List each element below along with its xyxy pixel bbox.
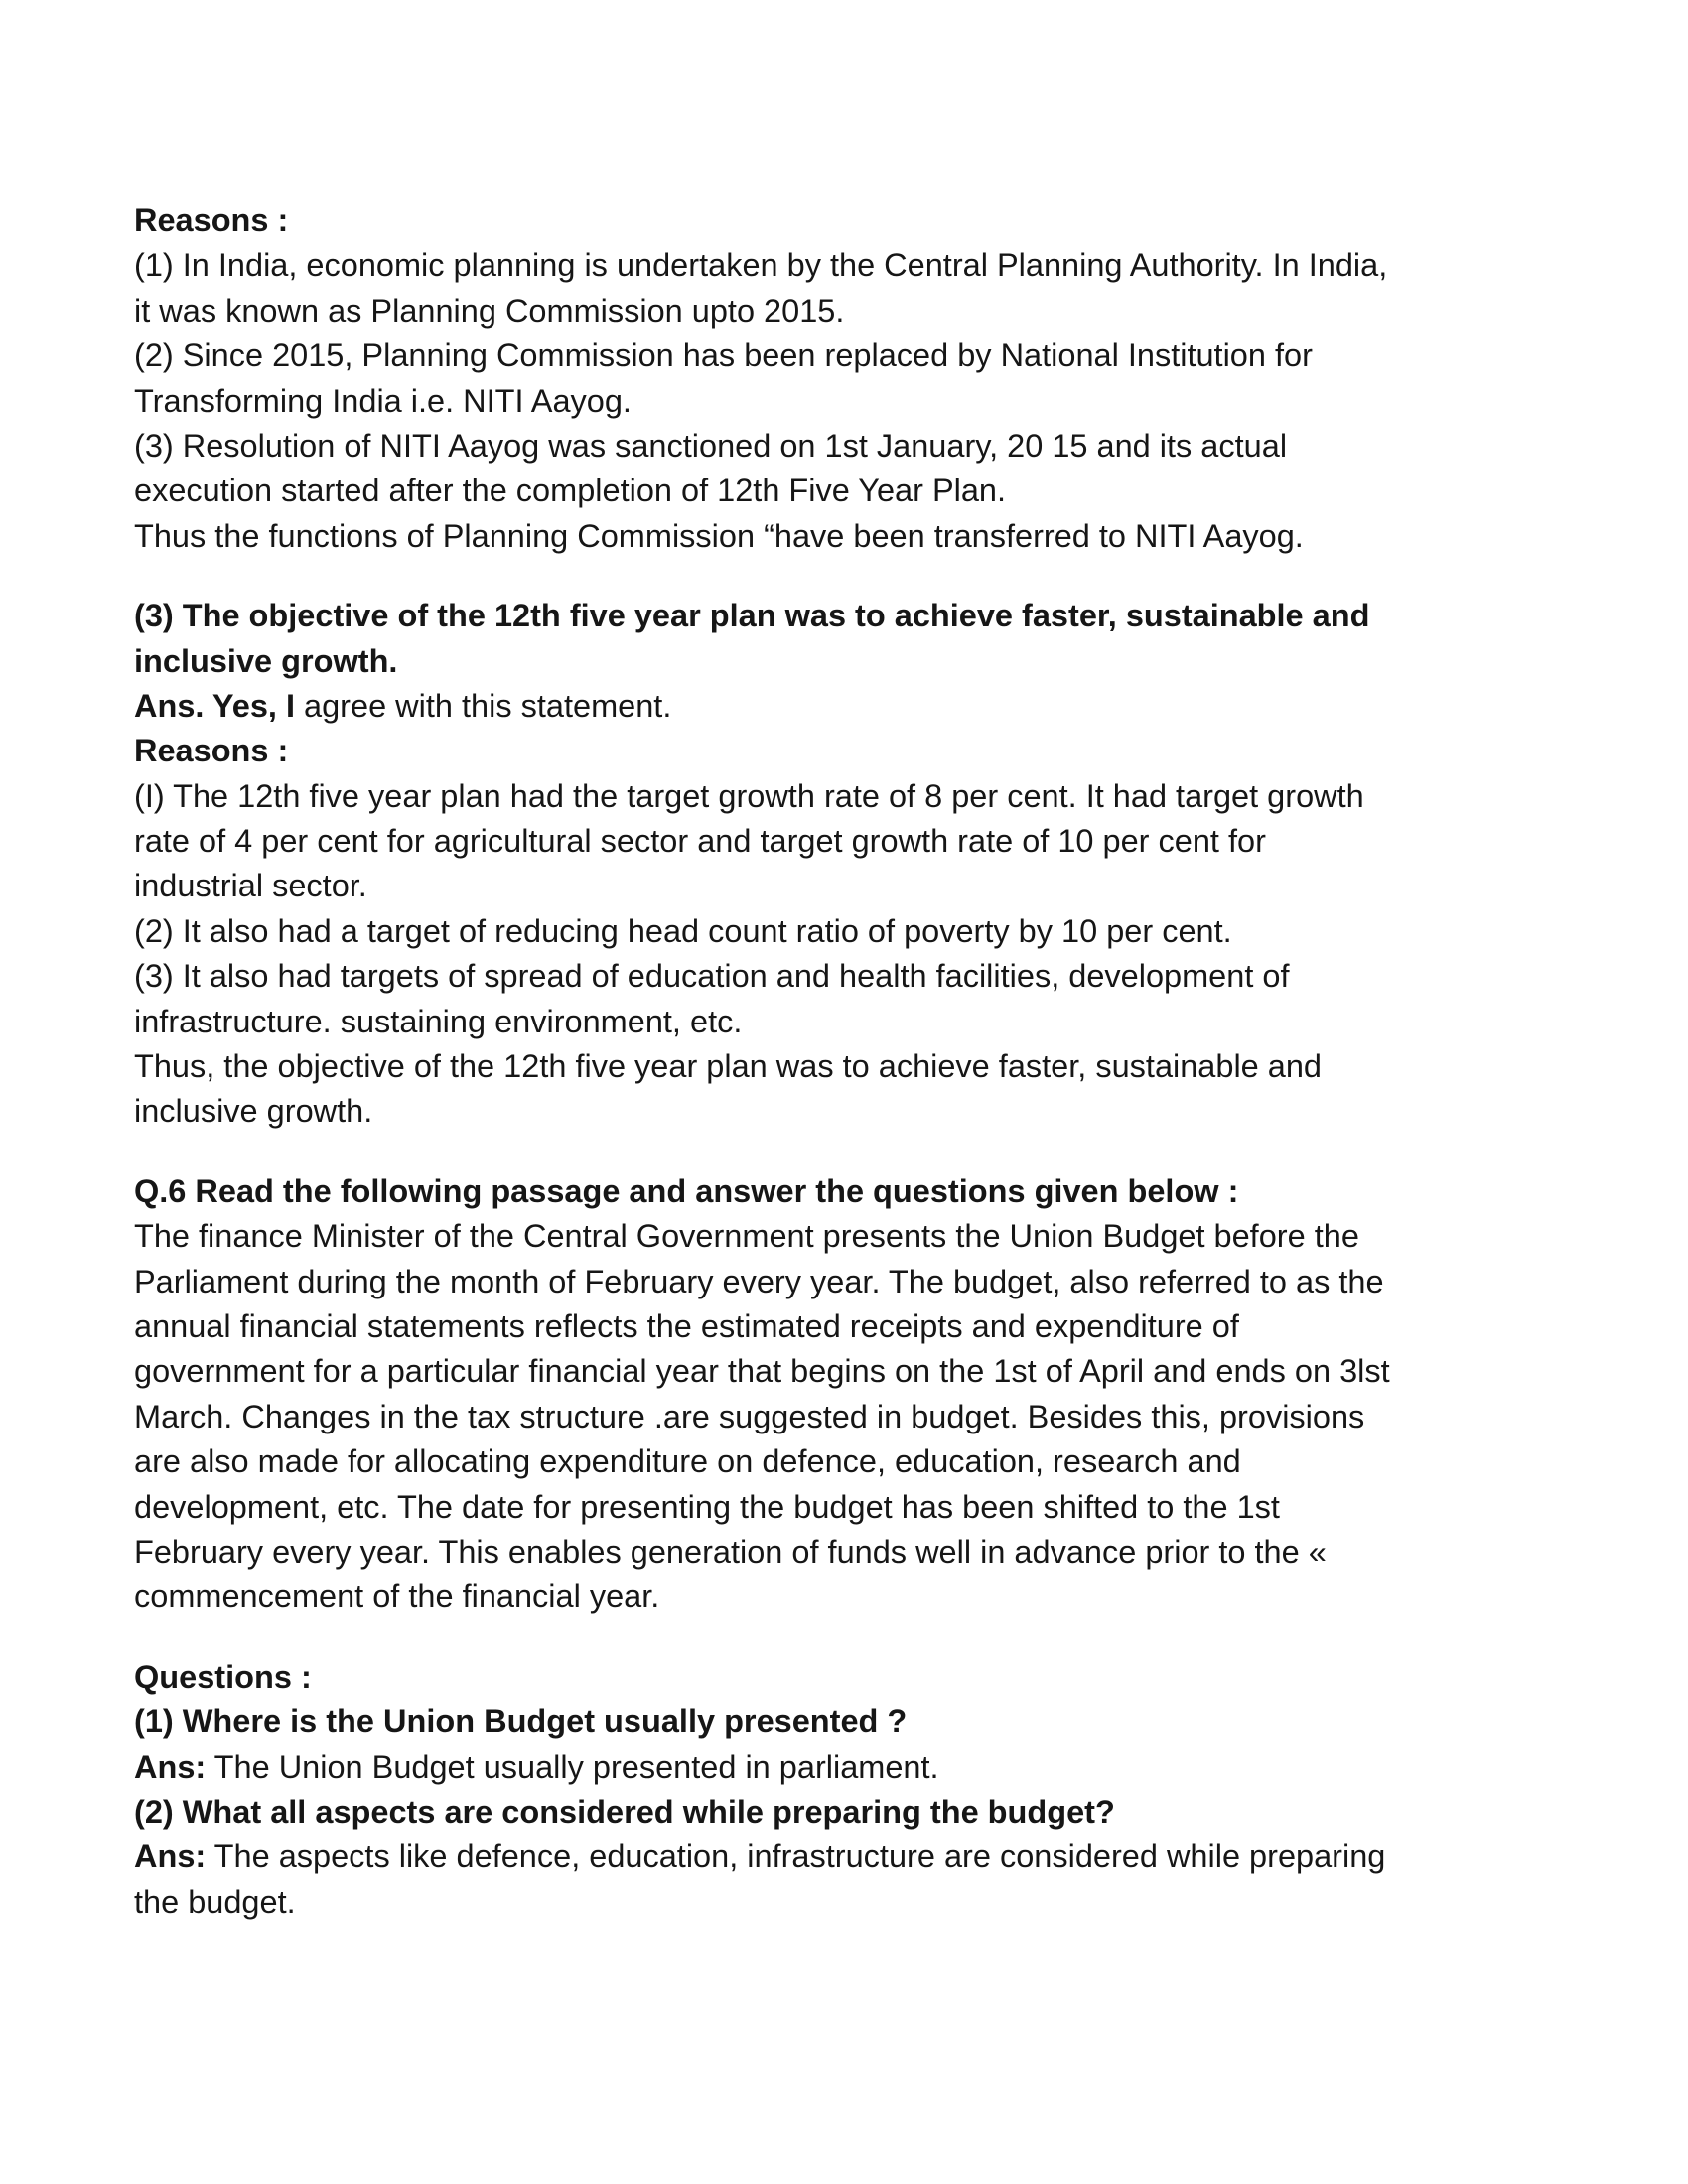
reason-line: (3) Resolution of NITI Aayog was sanctioned on 1st January, 20 15 and its actual bbox=[134, 427, 1288, 464]
passage-line: government for a particular financial year that begins on the 1st of April and ends on 3lst bbox=[134, 1353, 1390, 1390]
answer-2-continued: the budget. bbox=[134, 1883, 296, 1920]
reasons-section bbox=[134, 199, 1564, 559]
passage-line: February every year. This enables generation of funds well in advance prior to the « bbox=[134, 1533, 1327, 1570]
document-body bbox=[134, 199, 1564, 1925]
reason-line: (I) The 12th five year plan had the target growth rate of 8 per cent. It had target growth bbox=[134, 777, 1364, 814]
reason-line: rate of 4 per cent for agricultural sector and target growth rate of 10 per cent for bbox=[134, 823, 1266, 860]
answer-label: Ans: bbox=[134, 1839, 207, 1875]
statement-answer bbox=[134, 684, 1564, 729]
passage-line: commencement of the financial year. bbox=[134, 1578, 660, 1615]
reason-line: (2) It also had a target of reducing head count ratio of poverty by 10 per cent. bbox=[134, 912, 1232, 949]
passage-section bbox=[134, 1169, 1564, 1620]
statement-section bbox=[134, 594, 1564, 1135]
questions-section bbox=[134, 1655, 1564, 1925]
statement-question: inclusive growth. bbox=[134, 642, 398, 679]
reason-line: Transforming India i.e. NITI Aayog. bbox=[134, 382, 632, 419]
passage-line: are also made for allocating expenditure on defence, education, research and bbox=[134, 1443, 1241, 1480]
answer-label: Ans. Yes, I bbox=[134, 687, 295, 724]
passage-line: March. Changes in the tax structure .are suggested in budget. Besides this, provisions bbox=[134, 1398, 1365, 1434]
passage-line: development, etc. The date for presenting the budget has been shifted to the 1st bbox=[134, 1488, 1280, 1525]
reason-conclusion: Thus, the objective of the 12th five year plan was to achieve faster, sustainable and bbox=[134, 1048, 1323, 1085]
statement-question: (3) The objective of the 12th five year plan was to achieve faster, sustainable and bbox=[134, 598, 1370, 634]
questions-heading: Questions : bbox=[134, 1658, 312, 1695]
answer-1 bbox=[134, 1745, 1564, 1790]
reason-conclusion: inclusive growth. bbox=[134, 1093, 373, 1130]
reason-line: (3) It also had targets of spread of education and health facilities, development of bbox=[134, 958, 1290, 995]
passage-heading: Q.6 Read the following passage and answer the questions given below : bbox=[134, 1172, 1239, 1209]
reason-line: infrastructure. sustaining environment, etc. bbox=[134, 1003, 743, 1039]
answer-text: The aspects like defence, education, infrastructure are considered while preparing bbox=[206, 1839, 1386, 1875]
reasons-heading: Reasons : bbox=[134, 203, 289, 238]
reason-line: (1) In India, economic planning is undertaken by the Central Planning Authority. In India, bbox=[134, 247, 1388, 284]
reason-conclusion: Thus the functions of Planning Commission “have been transferred to NITI Aayog. bbox=[134, 517, 1304, 554]
reason-line: (2) Since 2015, Planning Commission has been replaced by National Institution for bbox=[134, 338, 1313, 374]
answer-text: The Union Budget usually presented in parliament. bbox=[206, 1748, 939, 1785]
reason-line: industrial sector. bbox=[134, 868, 367, 904]
question-1: (1) Where is the Union Budget usually presented ? bbox=[134, 1704, 908, 1740]
answer-label: Ans: bbox=[134, 1748, 207, 1785]
reason-line: it was known as Planning Commission upto 2015. bbox=[134, 292, 845, 329]
reason-line: execution started after the completion of 12th Five Year Plan. bbox=[134, 473, 1007, 509]
answer-2 bbox=[134, 1835, 1564, 1879]
reasons-heading: Reasons : bbox=[134, 733, 289, 769]
question-2: (2) What all aspects are considered while preparing the budget? bbox=[134, 1793, 1115, 1830]
passage-line: The finance Minister of the Central Government presents the Union Budget before the bbox=[134, 1218, 1359, 1255]
passage-line: Parliament during the month of February every year. The budget, also referred to as the bbox=[134, 1263, 1384, 1299]
answer-text: agree with this statement. bbox=[295, 687, 672, 724]
passage-line: annual financial statements reflects the estimated receipts and expenditure of bbox=[134, 1307, 1239, 1344]
